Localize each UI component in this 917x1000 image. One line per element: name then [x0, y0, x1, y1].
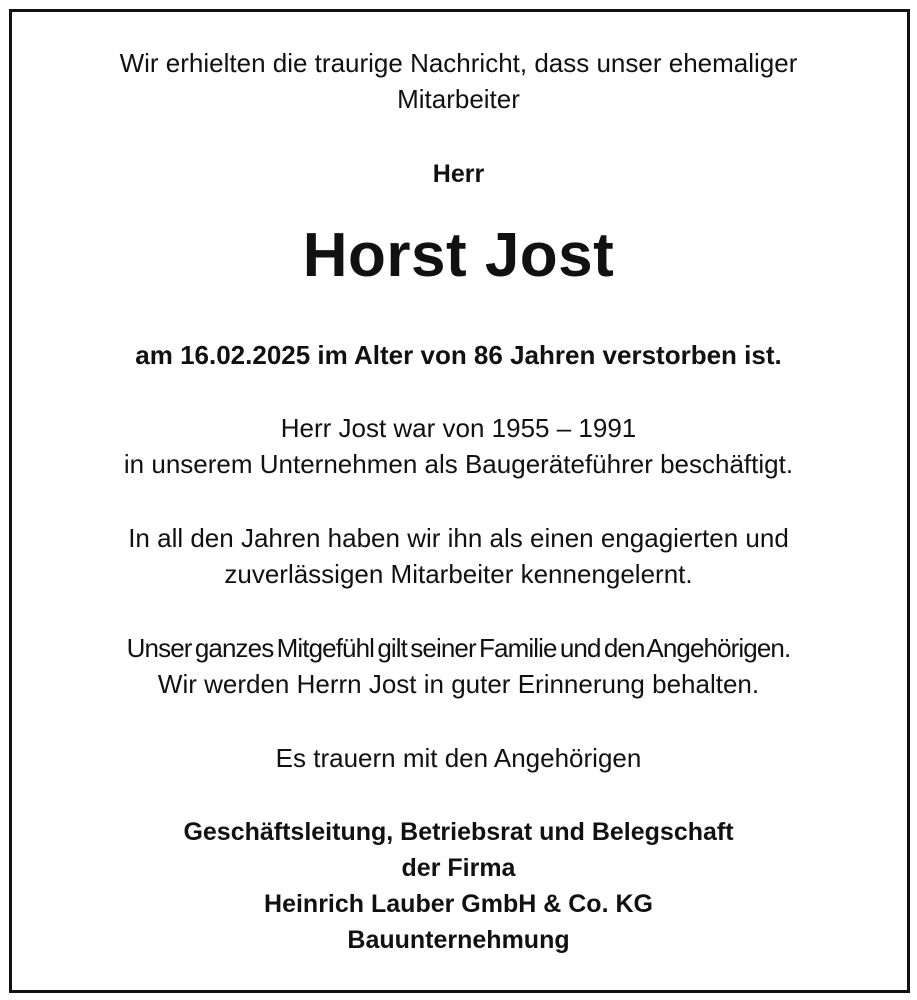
company-name: Heinrich Lauber GmbH & Co. KG [264, 890, 653, 918]
salutation: Herr [432, 160, 485, 188]
praise-line-2: zuverlässigen Mitarbeiter kennengelernt. [224, 559, 693, 589]
intro-line-1: Wir erhielten die traurige Nachricht, dass unser ehemaliger [119, 48, 798, 78]
deceased-name: Horst Jost [302, 221, 615, 290]
company-type: Bauunternehmung [347, 926, 570, 954]
employment-line-2: in unserem Unternehmen als Baugeräteführer beschäftigt. [123, 449, 794, 479]
intro-line-2: Mitarbeiter [397, 84, 520, 114]
signature-line-1: Geschäftsleitung, Betriebsrat und Belegschaft [183, 818, 734, 846]
praise-line-1: In all den Jahren haben wir ihn als einen engagierten und [128, 523, 789, 553]
employment-line-1: Herr Jost war von 1955 – 1991 [280, 413, 637, 443]
condolence-line-2: Wir werden Herrn Jost in guter Erinnerung behalten. [157, 669, 760, 699]
death-notice: am 16.02.2025 im Alter von 86 Jahren verstorben ist. [135, 340, 782, 370]
condolence-line-1: Unser ganzes Mitgefühl gilt seiner Familie und den Angehörigen. [126, 633, 791, 663]
signature-line-2: der Firma [401, 854, 516, 882]
mourning-line: Es trauern mit den Angehörigen [275, 743, 642, 773]
